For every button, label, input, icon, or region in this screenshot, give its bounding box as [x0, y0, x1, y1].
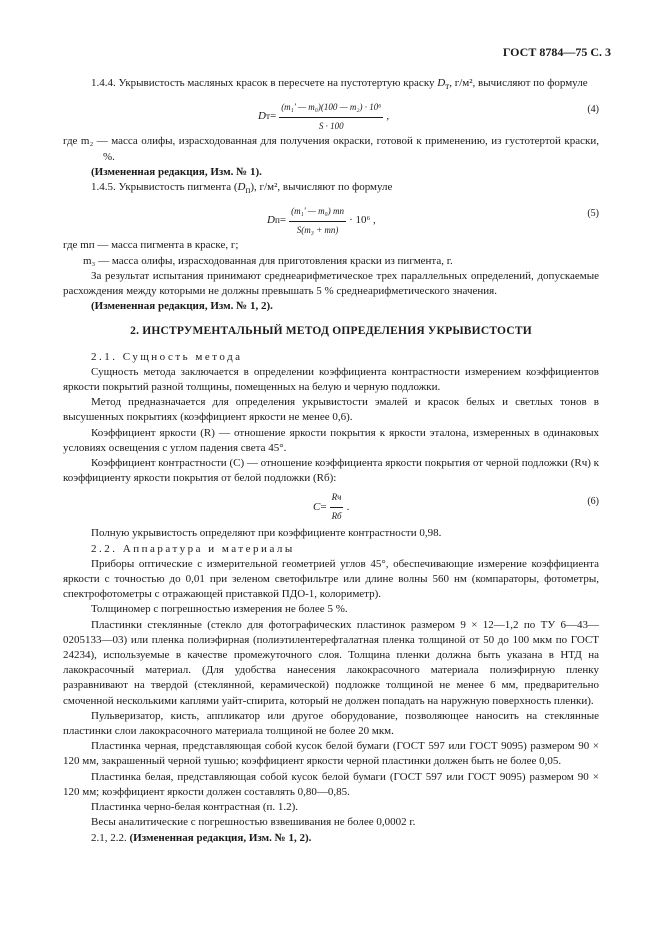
symbol: D — [437, 77, 446, 89]
paragraph: Коэффициент контрастности (С) — отношение коэффициента яркости покрытия от черной подложки (Rч) к коэффициенту яркости покрытия от белой подложки (Rб): — [63, 457, 599, 485]
formula-6 — [63, 486, 599, 526]
paragraph: Пластинка черно-белая контрастная (п. 1.2). — [91, 801, 299, 814]
formula-lhs: C — [313, 500, 321, 513]
formula-lhs-sub: п — [274, 215, 280, 226]
formula-denominator: S(m₃ + mп) — [296, 224, 339, 235]
formula-fraction — [330, 490, 344, 523]
paragraph: Пульверизатор, кисть, аппликатор или другое оборудование, позволяющее наносить на стеклянные пластинки слои лакокрасочного материала толщиной не более 20 мкм. — [63, 709, 599, 738]
formula-5 — [63, 198, 599, 238]
formula-lhs: D — [267, 214, 275, 227]
text: ), г/м², вычисляют по формуле — [250, 181, 393, 193]
formula-number: (4) — [587, 104, 599, 116]
formula-fraction — [289, 204, 346, 237]
text: 1.4.5. Укрывистость пигмента ( — [91, 181, 238, 193]
formula-5-body — [267, 204, 376, 237]
paragraph: Метод предназначается для определения укрывистости эмалей и красок белых и светлых тонов в высушенных покрытиях (коэффициент яркости не менее 0,6). — [63, 396, 599, 424]
paragraph-1-4-4 — [63, 76, 599, 94]
formula-eq: = — [279, 214, 287, 227]
where-m2: где m₂ — масса олифы, израсходованная для получения окраски, готовой к применению, из густотертой краски, %. — [63, 135, 599, 163]
symbol: D — [237, 181, 246, 193]
formula-tail: , — [386, 110, 390, 123]
where-mp: где mп — масса пигмента в краске, г; — [63, 239, 239, 252]
amendment-note: (Измененная редакция, Изм. № 1). — [91, 165, 262, 178]
subsection-2-2-heading: 2.2. Аппаратура и материалы — [91, 542, 295, 555]
where-m3: m₃ — масса олифы, израсходованная для приготовления краски из пигмента, г. — [83, 254, 453, 267]
paragraph: Приборы оптические с измерительной геометрией углов 45°, обеспечивающие измерение коэффициента яркости с точностью до 0,01 при зеленом светофильтре или длине волны 560 нм (компараторы, фотометры, спектрофотометры с отражающей приставкой ПДО-1, колориметр). — [63, 557, 599, 601]
formula-4 — [63, 94, 599, 134]
formula-number: (5) — [587, 208, 599, 220]
amendment-note: (Измененная редакция, Изм. № 1, 2). — [91, 300, 273, 313]
formula-tail: . — [346, 500, 350, 513]
final-amendment — [63, 831, 599, 846]
paragraph: Пластинки стеклянные (стекло для фотографических пластинок размером 9 × 12—1,2 по ТУ 6—43—0205133—03) или пленка полиэфирная (полиэтилентерефталатная пленка толщиной от 50 до 100 мкм по ГОСТ 24234), используемые в качестве промежуточного слоя. Толщина пленки должна быть указана в НТД на лакокрасочный материал. (Для удобства нанесения лакокрасочного материала полиэфирную пленку разравнивают на твердой (стеклянной, керамической) подложке толщиной не менее 6 мм, предварительно смоченной несколькими каплями уайт-спирита, который не должен попадать на наружную поверхность пленки). — [63, 618, 599, 707]
subscript: п — [245, 185, 251, 196]
formula-lhs: D — [258, 110, 266, 123]
paragraph: Полную укрывистость определяют при коэффициенте контрастности 0,98. — [91, 527, 442, 540]
page-header: ГОСТ 8784—75 С. 3 — [502, 45, 611, 59]
formula-numerator: (m₁′ — m₀) mп — [289, 204, 346, 221]
result-paragraph: За результат испытания принимают среднеарифметическое трех параллельных определений, допускаемые расхождения между которыми не должны превышать 5 % среднеарифметического значения. — [63, 269, 599, 297]
text: 1.4.4. Укрывистость масляных красок в пересчете на пустотертую краску — [91, 77, 438, 89]
formula-tail: · 10⁶ , — [349, 214, 376, 227]
subscript: т — [445, 81, 450, 92]
paragraph: Сущность метода заключается в определении коэффициента контрастности измерением коэффициентов яркости покрытий разной толщины, помещенных на белую и черную подложки. — [63, 365, 599, 394]
paragraph: Пластинка черная, представляющая собой кусок белой бумаги (ГОСТ 597 или ГОСТ 9095) размером 90 × 120 мм, закрашенный черной тушью; коэффициент яркости черной пластинки должен быть не более 0,05. — [63, 740, 599, 768]
clause-ref: 2.1, 2.2. — [91, 831, 130, 844]
amendment-note: (Измененная редакция, Изм. № 1, 2). — [129, 831, 312, 844]
paragraph: Коэффициент яркости (R) — отношение яркости покрытия к яркости эталона, измеренных в одинаковых условиях освещения с углом падения света 45°. — [63, 426, 599, 454]
formula-denominator: Rб — [331, 510, 342, 521]
formula-number: (6) — [587, 496, 599, 508]
formula-eq: = — [320, 500, 327, 513]
formula-4-body — [258, 100, 389, 133]
section-title: 2. ИНСТРУМЕНТАЛЬНЫЙ МЕТОД ОПРЕДЕЛЕНИЯ УКРЫВИСТОСТИ — [130, 325, 532, 338]
subsection-2-1-heading: 2.1. Сущность метода — [91, 350, 243, 363]
formula-numerator: (m₁′ — m₀)(100 — m₂) · 10⁶ — [279, 100, 383, 117]
formula-eq: = — [269, 110, 277, 123]
formula-lhs-sub: т — [265, 111, 270, 122]
formula-6-body — [313, 490, 349, 523]
formula-numerator: Rч — [330, 490, 344, 507]
formula-fraction — [279, 100, 383, 133]
text: , г/м², вычисляют по формуле — [449, 77, 588, 89]
document-body — [63, 76, 599, 846]
paragraph: Толщиномер с погрешностью измерения не более 5 %. — [91, 603, 348, 616]
paragraph-1-4-5 — [63, 180, 599, 198]
paragraph: Пластинка белая, представляющая собой кусок белой бумаги (ГОСТ 597 или ГОСТ 9095) размером 90 × 120 мм; коэффициент яркости должен составлять 0,80—0,85. — [63, 770, 599, 798]
paragraph: Весы аналитические с погрешностью взвешивания не более 0,0002 г. — [91, 816, 416, 829]
formula-denominator: S · 100 — [318, 120, 344, 131]
